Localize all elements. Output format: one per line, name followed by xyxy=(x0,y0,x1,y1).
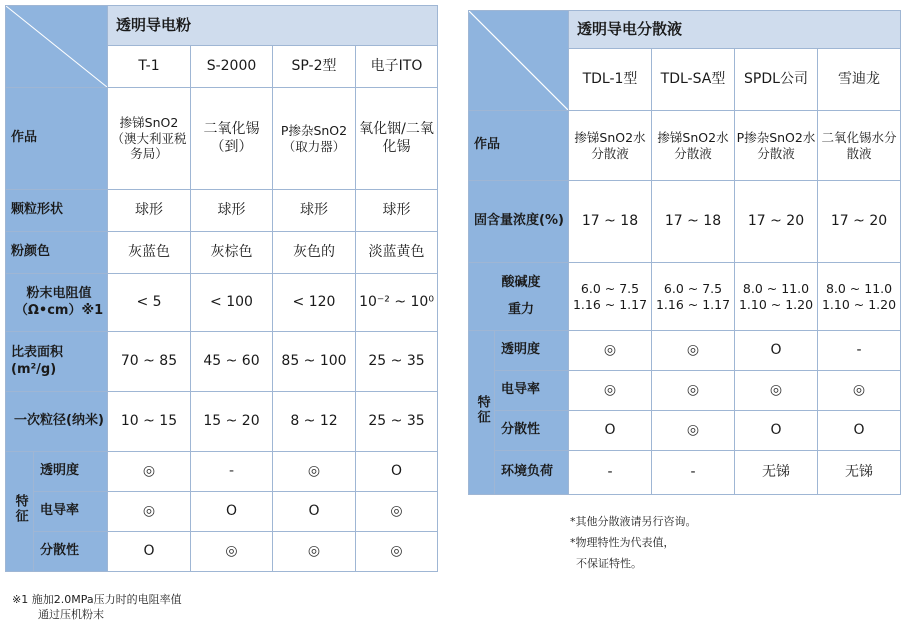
primary-cell: 15 ~ 20 xyxy=(191,392,273,452)
gravity-value: 1.16 ~ 1.17 xyxy=(655,296,731,312)
feature-label: 电导率 xyxy=(34,492,108,532)
feature-label: 透明度 xyxy=(34,452,108,492)
feature-label: 分散性 xyxy=(34,532,108,572)
feature-cell: ◎ xyxy=(652,331,735,371)
footnote-line: *其他分散液请另行咨询。 xyxy=(570,515,697,528)
feature-cell: O xyxy=(735,411,818,451)
resist-cell: 10⁻² ~ 10⁰ xyxy=(356,274,438,332)
feature-cell: - xyxy=(191,452,273,492)
feature-cell: ◎ xyxy=(569,371,652,411)
row-label: 粉末电阻值（Ω•cm）※1 xyxy=(6,274,108,332)
feature-cell: O xyxy=(569,411,652,451)
col-header: SP-2型 xyxy=(273,46,356,88)
gravity-value: 1.10 ~ 1.20 xyxy=(738,296,814,312)
gravity-label: 重力 xyxy=(507,301,534,317)
feature-cell: O xyxy=(818,411,901,451)
product-cell: 二氧化锡（到） xyxy=(191,88,273,190)
row-label: 比表面积(m²/g) xyxy=(6,332,108,392)
product-cell: 掺锑SnO2（澳大利亚税务局） xyxy=(108,88,191,190)
feature-cell: O xyxy=(191,492,273,532)
product-cell: P掺杂SnO2（取力器） xyxy=(273,88,356,190)
col-header: TDL-SA型 xyxy=(652,49,735,111)
product-cell: P掺杂SnO2水分散液 xyxy=(735,111,818,181)
feature-cell: 无锑 xyxy=(818,451,901,495)
feature-label: 透明度 xyxy=(495,331,569,371)
product-cell: 掺锑SnO2水分散液 xyxy=(569,111,652,181)
area-cell: 85 ~ 100 xyxy=(273,332,356,392)
feature-label: 环境负荷 xyxy=(495,451,569,495)
feature-cell: O xyxy=(108,532,191,572)
product-cell: 氧化铟/二氧化锡 xyxy=(356,88,438,190)
feature-cell: ◎ xyxy=(356,492,438,532)
ph-value: 8.0 ~ 11.0 xyxy=(742,280,810,296)
footnote-left xyxy=(12,593,182,623)
shape-cell: 球形 xyxy=(108,190,191,232)
feature-cell: ◎ xyxy=(569,331,652,371)
gravity-value: 1.16 ~ 1.17 xyxy=(572,296,648,312)
primary-cell: 10 ~ 15 xyxy=(108,392,191,452)
product-cell: 掺锑SnO2水分散液 xyxy=(652,111,735,181)
features-label xyxy=(6,452,34,572)
row-label: 固含量浓度(%) xyxy=(469,181,569,263)
dispersion-table xyxy=(468,10,901,495)
gravity-value: 1.10 ~ 1.20 xyxy=(821,296,897,312)
row-label: 作品 xyxy=(6,88,108,190)
footnote-right xyxy=(570,512,697,575)
row-label: 一次粒径(纳米) xyxy=(6,392,108,452)
feature-cell: ◎ xyxy=(273,532,356,572)
row-label: 粉颜色 xyxy=(6,232,108,274)
corner-cell xyxy=(469,11,569,111)
feature-cell: 无锑 xyxy=(735,451,818,495)
shape-cell: 球形 xyxy=(273,190,356,232)
shape-cell: 球形 xyxy=(191,190,273,232)
ph-cell xyxy=(735,263,818,331)
area-cell: 45 ~ 60 xyxy=(191,332,273,392)
resist-cell: < 5 xyxy=(108,274,191,332)
resist-cell: < 100 xyxy=(191,274,273,332)
product-cell: 二氧化锡水分散液 xyxy=(818,111,901,181)
feature-cell: ◎ xyxy=(652,371,735,411)
footnote-line: ※1 施加2.0MPa压力时的电阻率值 xyxy=(12,593,182,606)
primary-cell: 25 ~ 35 xyxy=(356,392,438,452)
feature-cell: O xyxy=(735,331,818,371)
solid-cell: 17 ~ 20 xyxy=(735,181,818,263)
color-cell: 淡蓝黄色 xyxy=(356,232,438,274)
ph-value: 6.0 ~ 7.5 xyxy=(663,280,723,296)
corner-cell xyxy=(6,6,108,88)
col-header: SPDL公司 xyxy=(735,49,818,111)
feature-cell: O xyxy=(273,492,356,532)
area-cell: 70 ~ 85 xyxy=(108,332,191,392)
feature-cell: - xyxy=(818,331,901,371)
area-cell: 25 ~ 35 xyxy=(356,332,438,392)
ph-cell xyxy=(818,263,901,331)
footnote-line: *物理特性为代表值， xyxy=(570,535,675,549)
ph-cell xyxy=(569,263,652,331)
feature-cell: ◎ xyxy=(108,492,191,532)
shape-cell: 球形 xyxy=(356,190,438,232)
solid-cell: 17 ~ 18 xyxy=(652,181,735,263)
col-header: S-2000 xyxy=(191,46,273,88)
row-label: 作品 xyxy=(469,111,569,181)
feature-cell: ◎ xyxy=(273,452,356,492)
col-header: 电子ITO xyxy=(356,46,438,88)
ph-label: 酸碱度 xyxy=(501,275,541,291)
footnote-line: 不保证特性。 xyxy=(576,556,642,570)
feature-cell: ◎ xyxy=(652,411,735,451)
footnote-line: 通过压机粉末 xyxy=(38,607,104,621)
ph-value: 6.0 ~ 7.5 xyxy=(580,280,640,296)
feature-cell: O xyxy=(356,452,438,492)
feature-cell: ◎ xyxy=(191,532,273,572)
ph-value: 8.0 ~ 11.0 xyxy=(825,280,893,296)
feature-cell: ◎ xyxy=(818,371,901,411)
color-cell: 灰色的 xyxy=(273,232,356,274)
color-cell: 灰蓝色 xyxy=(108,232,191,274)
row-label xyxy=(469,263,569,331)
feature-label: 电导率 xyxy=(495,371,569,411)
ph-cell xyxy=(652,263,735,331)
table-title: 透明导电粉 xyxy=(108,6,438,46)
table-title: 透明导电分散液 xyxy=(569,11,901,49)
feature-cell: ◎ xyxy=(108,452,191,492)
color-cell: 灰棕色 xyxy=(191,232,273,274)
primary-cell: 8 ~ 12 xyxy=(273,392,356,452)
solid-cell: 17 ~ 20 xyxy=(818,181,901,263)
feature-cell: - xyxy=(652,451,735,495)
solid-cell: 17 ~ 18 xyxy=(569,181,652,263)
col-header: TDL-1型 xyxy=(569,49,652,111)
feature-cell: ◎ xyxy=(356,532,438,572)
resist-cell: < 120 xyxy=(273,274,356,332)
col-header: 雪迪龙 xyxy=(818,49,901,111)
features-label-text: 特征 xyxy=(474,394,490,425)
feature-cell: - xyxy=(569,451,652,495)
powder-table xyxy=(5,5,438,572)
col-header: T-1 xyxy=(108,46,191,88)
row-label: 颗粒形状 xyxy=(6,190,108,232)
features-label-text: 特征 xyxy=(12,493,28,524)
features-label xyxy=(469,331,495,495)
feature-label: 分散性 xyxy=(495,411,569,451)
feature-cell: ◎ xyxy=(735,371,818,411)
